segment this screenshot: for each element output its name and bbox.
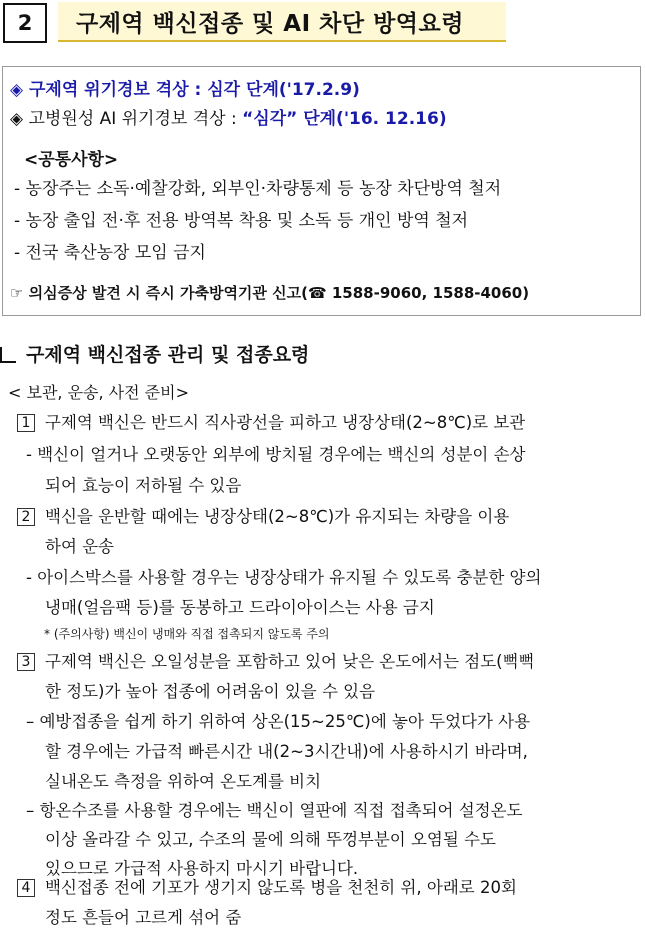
item-text: 한 정도)가 높아 접종에 어려움이 있을 수 있음 (45, 682, 376, 701)
checkbox-square-icon (0, 347, 16, 363)
item-text: 정도 흔들어 고르게 섞어 줌 (45, 908, 242, 927)
common-item: - 농장주는 소독·예찰강화, 외부인·차량통제 등 농장 차단방역 철저 (14, 179, 502, 199)
ai-alert-line (10, 111, 447, 128)
item-number-box: 1 (17, 414, 35, 432)
section-title-text: 구제역 백신접종 관리 및 접종요령 (26, 344, 310, 366)
item-text: 구제역 백신은 오일성분을 포함하고 있어 낮은 온도에서는 점도(뻑뻑 (45, 652, 535, 671)
item-text: 백신을 운반할 때에는 냉장상태(2~8℃)가 유지되는 차량을 이용 (45, 507, 510, 526)
common-heading: <공통사항> (24, 150, 119, 170)
sub-item-text: - 아이스박스를 사용할 경우는 냉장상태가 유지될 수 있도록 충분한 양의 (26, 568, 542, 587)
report-line: ☞ 의심증상 발견 시 즉시 가축방역기관 신고(☎ 1588-9060, 1588-4060) (10, 284, 530, 302)
sub-item-text: 이상 올라갈 수 있고, 수조의 물에 의해 뚜껑부분이 오염될 수도 (45, 830, 496, 849)
item-number-box: 2 (17, 508, 35, 526)
common-item: - 농장 출입 전·후 전용 방역복 착용 및 소독 등 개인 방역 철저 (14, 211, 469, 231)
sub-item-text: - 백신이 얼거나 오랫동안 외부에 방치될 경우에는 백신의 성분이 손상 (26, 445, 526, 464)
item-number-box: 3 (17, 653, 35, 671)
sub-item-text: 있으므로 가급적 사용하지 마시기 바랍니다. (45, 859, 359, 878)
ai-alert-value: “심각” 단계('16. 12.16) (242, 109, 447, 129)
item-text: 백신접종 전에 기포가 생기지 않도록 병을 천천히 위, 아래로 20회 (45, 878, 517, 897)
item-text: 하여 운송 (45, 537, 115, 556)
page-title: 구제역 백신접종 및 AI 차단 방역요령 (58, 2, 506, 42)
sub-item-text: – 예방접종을 쉽게 하기 위하여 상온(15~25℃)에 놓아 두었다가 사용 (26, 712, 531, 731)
fmd-alert-line: ◈ 구제역 위기경보 격상 : 심각 단계('17.2.9) (10, 80, 360, 100)
sub-item-text: – 항온수조를 사용할 경우에는 백신이 열판에 직접 접촉되어 설정온도 (26, 801, 523, 820)
note-text: * (주의사항) 백신이 냉매와 직접 접촉되지 않도록 주의 (44, 627, 330, 641)
ai-alert-prefix: ◈ 고병원성 AI 위기경보 격상 : (10, 109, 243, 129)
sub-item-text: 할 경우에는 가급적 빠른시간 내(2~3시간내)에 사용하시기 바라며, (45, 742, 528, 761)
sub-item-text: 실내온도 측정을 위하여 온도계를 비치 (45, 772, 322, 791)
sub-item-text: 되어 효능이 저하될 수 있음 (45, 476, 242, 495)
item-number-box: 4 (17, 879, 35, 897)
item-text: 구제역 백신은 반드시 직사광선을 피하고 냉장상태(2~8℃)로 보관 (45, 413, 526, 432)
section-number-box: 2 (3, 3, 47, 43)
sub-item-text: 냉매(얼음팩 등)를 동봉하고 드라이아이스는 사용 금지 (45, 598, 435, 617)
section-title (0, 346, 309, 365)
common-item: - 전국 축산농장 모임 금지 (14, 243, 206, 263)
subheading: < 보관, 운송, 사전 준비> (8, 383, 189, 402)
